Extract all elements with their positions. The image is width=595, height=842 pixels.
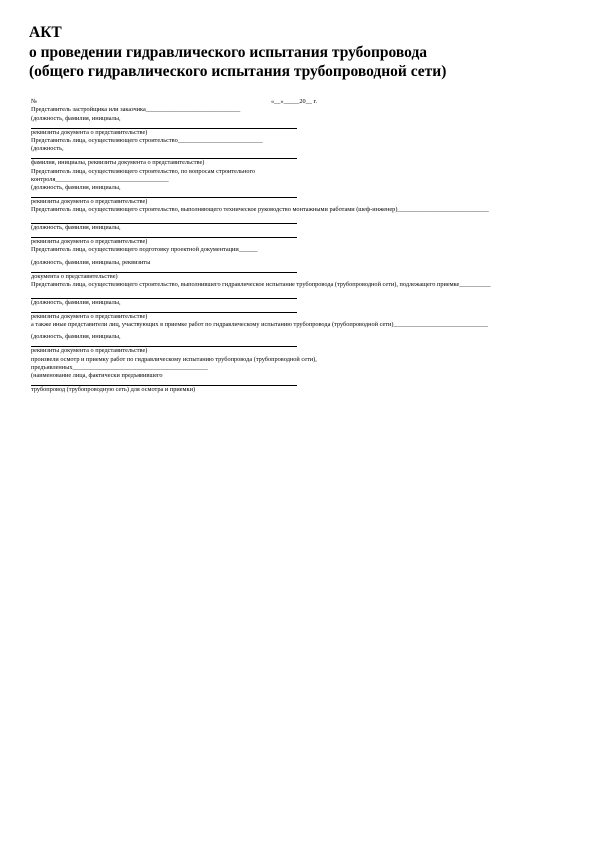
- document-body: [31, 98, 561, 395]
- builder-rep-line: Представитель лица, осуществляющего строительство___________________________: [31, 136, 263, 144]
- control-rep-caption: (должность, фамилия, инициалы,: [31, 184, 121, 192]
- tester-rep-caption-2: реквизиты документа о представительстве): [31, 312, 148, 320]
- title-subject: о проведении гидравлического испытания трубопровода: [29, 43, 428, 61]
- presented-by-caption-2: трубопровод (трубопроводную сеть) для осмотра и приемки): [31, 386, 196, 394]
- customer-rep-caption-2: реквизиты документа о представительстве): [31, 128, 148, 136]
- title-subject-alt: (общего гидравлического испытания трубопроводной сети): [29, 63, 447, 80]
- chief-engineer-caption: (должность, фамилия, инициалы,: [31, 224, 121, 232]
- act-number-label: №: [31, 98, 38, 105]
- control-rep-line-2: контроля____________________________________: [31, 175, 169, 183]
- designer-rep-line: Представитель лица, осуществляющего подготовку проектной документации______: [31, 246, 258, 254]
- tester-rep-line: Представитель лица, осуществляющего строительство, выполнившего гидравлическое испытание трубопровода (трубопроводной сети), подлежащего приемке__________: [31, 281, 491, 288]
- chief-engineer-caption-2: реквизиты документа о представительстве): [31, 238, 148, 246]
- other-reps-line: а также иные представители лиц, участвующих в приемке работ по гидравлическому испытанию трубопровода (трубопроводной сети)______________________________: [31, 320, 488, 328]
- other-reps-caption-2: реквизиты документа о представительстве): [31, 347, 148, 355]
- designer-rep-caption-2: документа о представительстве): [31, 272, 118, 280]
- designer-rep-caption: (должность, фамилия, инициалы, реквизиты: [31, 258, 151, 266]
- control-rep-caption-2: реквизиты документа о представительстве): [31, 198, 148, 206]
- builder-rep-caption-2: фамилия, инициалы, реквизиты документа о представительстве): [31, 159, 205, 167]
- control-rep-line: Представитель лица, осуществляющего строительство, по вопросам строительного: [31, 167, 256, 175]
- customer-rep-caption: (должность, фамилия, инициалы,: [31, 114, 121, 122]
- presented-by-caption: (наименование лица, фактически предъявившего: [31, 372, 163, 380]
- header-row: [31, 98, 561, 106]
- chief-engineer-line: Представитель лица, осуществляющего строительство, выполняющего техническое руководство монтажными работами (шеф-инженер)_____________________________: [31, 206, 489, 214]
- builder-rep-caption: (должность,: [31, 145, 64, 153]
- document-title: [29, 23, 569, 82]
- tester-rep-caption: (должность, фамилия, инициалы,: [31, 298, 121, 306]
- title-act: АКТ: [29, 24, 62, 41]
- act-date-field: «__»_____20__ г.: [271, 98, 317, 105]
- inspection-statement: произвели осмотр и приемку работ по гидравлическому испытанию трубопровода (трубопроводной сети),: [31, 355, 317, 363]
- other-reps-caption: (должность, фамилия, инициалы,: [31, 333, 121, 341]
- presented-by-line: предъявленных___________________________________________: [31, 363, 208, 371]
- customer-rep-line: Представитель застройщика или заказчика______________________________: [31, 106, 241, 114]
